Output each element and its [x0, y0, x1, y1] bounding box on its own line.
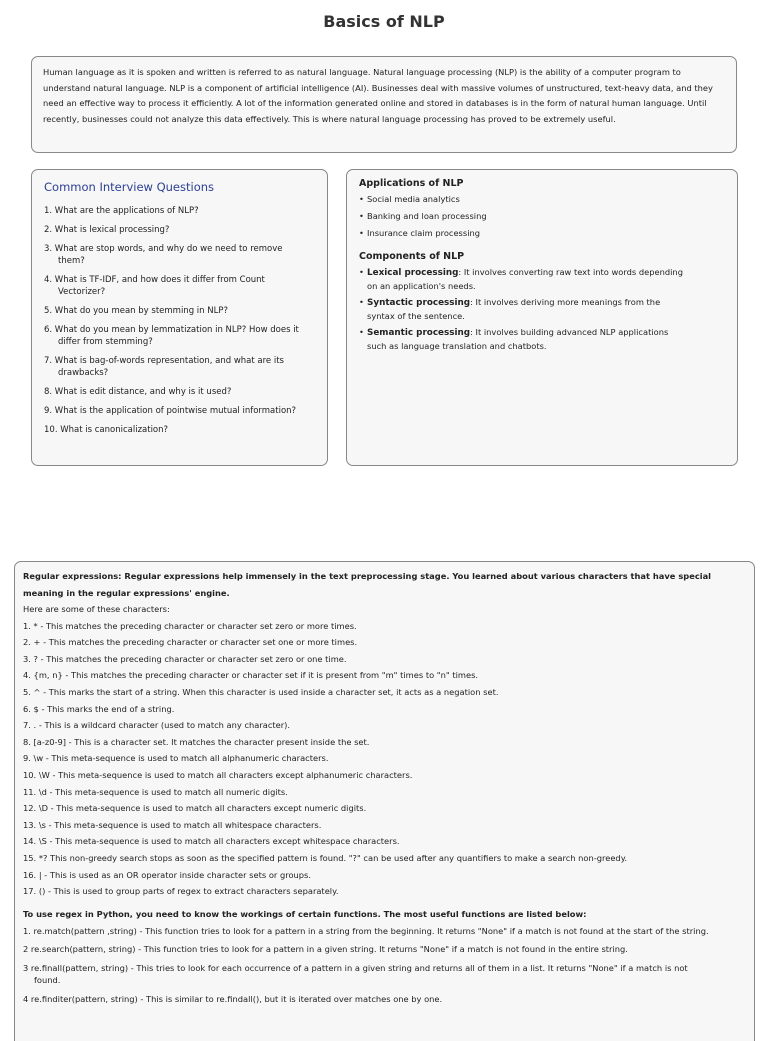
question-item: 2. What is lexical processing?	[44, 225, 170, 235]
component-desc: : It involves building advanced NLP applications such as language translation and chatbots.	[367, 327, 669, 351]
function-item: 4 re.finditer(pattern, string) - This is similar to re.findall(), but it is iterated over matches one by one.	[23, 994, 443, 1005]
regex-item: 15. *? This non-greedy search stops as soon as the specified pattern is found. "?" can be used after any quantifiers to make a search non-greedy.	[23, 852, 628, 863]
function-item: 2 re.search(pattern, string) - This function tries to look for a pattern in a given string. It returns "None" if a match is not found in the entire string.	[23, 944, 628, 955]
component-desc: : It involves converting raw text into words depending on an application's needs.	[367, 267, 683, 291]
components-heading: Components of NLP	[359, 251, 465, 262]
regex-item: 3. ? - This matches the preceding character or character set zero or one time.	[23, 653, 347, 664]
component-term: Syntactic processing	[367, 298, 471, 309]
function-item: 1. re.match(pattern ,string) - This function tries to look for a pattern in a string from the beginning. It returns "None" if a match is not found at the start of the string.	[23, 925, 709, 936]
regex-intro: Here are some of these characters:	[23, 604, 170, 614]
regex-item: 13. \s - This meta-sequence is used to match all whitespace characters.	[23, 819, 322, 830]
application-item: • Banking and loan processing	[359, 210, 725, 222]
regex-item: 16. | - This is used as an OR operator inside character sets or groups.	[23, 869, 312, 880]
question-item: 4. What is TF-IDF, and how does it differ from Count Vectorizer?	[44, 275, 265, 297]
applications-list	[359, 193, 725, 239]
question-item: 5. What do you mean by stemming in NLP?	[44, 306, 228, 316]
functions-heading: To use regex in Python, you need to know the workings of certain functions. The most useful functions are listed below:	[23, 908, 587, 919]
question-item: 9. What is the application of pointwise mutual information?	[44, 406, 297, 416]
regex-item: 17. () - This is used to group parts of regex to extract characters separately.	[23, 886, 339, 897]
question-item: 6. What do you mean by lemmatization in NLP? How does it differ from stemming?	[44, 325, 299, 347]
component-item	[359, 296, 725, 322]
applications-heading: Applications of NLP	[359, 178, 464, 189]
question-item: 3. What are stop words, and why do we need to remove them?	[44, 244, 283, 266]
intro-text: Human language as it is spoken and written is referred to as natural language. Natural language processing (NLP) is the ability of a computer program to understand natural language. NLP is a component of artificial intelligence (AI). Businesses deal with massive volumes of unstructured, text-heavy data, and they need an effective way to process it efficiently. A lot of the information generated online and stored in databases is in the form of natural human language. Until recently, businesses could not analyze this data effectively. This is where natural language processing has proved to be extremely useful.	[43, 67, 713, 124]
nlp-overview-box	[346, 169, 738, 466]
component-item	[359, 266, 725, 292]
component-item	[359, 326, 725, 352]
regex-item: 6. $ - This marks the end of a string.	[23, 703, 175, 714]
regex-item: 7. . - This is a wildcard character (used to match any character).	[23, 720, 291, 731]
intro-box	[31, 56, 737, 153]
application-item: • Social media analytics	[359, 193, 725, 205]
questions-list	[44, 205, 315, 436]
regex-item: 5. ^ - This marks the start of a string. When this character is used inside a character set, it acts as a negation set.	[23, 686, 499, 697]
question-item: 10. What is canonicalization?	[44, 425, 169, 435]
regex-item: 12. \D - This meta-sequence is used to match all characters except numeric digits.	[23, 803, 367, 814]
function-item: 3 re.finall(pattern, string) - This tries to look for each occurrence of a pattern in a given string and returns all of them in a list. It returns "None" if a match is not found.	[23, 962, 688, 986]
page-title: Basics of NLP	[323, 12, 445, 31]
question-item: 7. What is bag-of-words representation, and what are its drawbacks?	[44, 356, 284, 378]
regex-item: 1. * - This matches the preceding character or character set zero or more times.	[23, 620, 357, 631]
interview-questions-box	[31, 169, 328, 466]
regex-item: 2. + - This matches the preceding character or character set one or more times.	[23, 637, 358, 648]
application-item: • Insurance claim processing	[359, 227, 725, 239]
components-list	[359, 266, 725, 353]
regex-heading: Regular expressions: Regular expressions help immensely in the text preprocessing stage. You learned about various characters that have special meaning in the regular expressions' engine.	[23, 571, 712, 598]
question-item: 8. What is edit distance, and why is it used?	[44, 387, 232, 397]
regex-item: 10. \W - This meta-sequence is used to match all characters except alphanumeric characters.	[23, 769, 413, 780]
regex-item: 9. \w - This meta-sequence is used to match all alphanumeric characters.	[23, 753, 329, 764]
component-term: Lexical processing	[367, 268, 459, 278]
regex-box	[14, 561, 755, 1041]
component-desc: : It involves deriving more meanings from the syntax of the sentence.	[367, 297, 661, 321]
interview-questions-title: Common Interview Questions	[44, 180, 215, 194]
regex-item: 11. \d - This meta-sequence is used to match all numeric digits.	[23, 786, 288, 797]
component-term: Semantic processing	[367, 328, 471, 339]
regex-item: 4. {m, n} - This matches the preceding character or character set if it is present from "m" times to "n" times.	[23, 670, 479, 681]
regex-item: 14. \S - This meta-sequence is used to match all characters except whitespace characters.	[23, 836, 400, 847]
question-item: 1. What are the applications of NLP?	[44, 206, 199, 216]
regex-item: 8. [a-z0-9] - This is a character set. It matches the character present inside the set.	[23, 736, 370, 747]
